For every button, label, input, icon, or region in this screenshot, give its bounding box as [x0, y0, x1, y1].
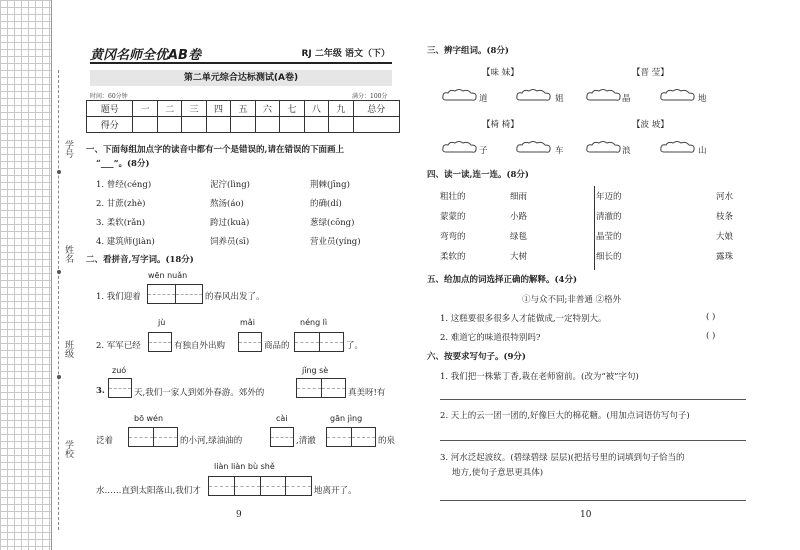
q1-title2: “___”。(8分)	[96, 159, 150, 169]
pinyin-word[interactable]: 熬汤(áo)	[210, 199, 244, 209]
writing-box[interactable]	[208, 476, 312, 496]
writing-box[interactable]	[108, 378, 132, 398]
side-label: 学号	[63, 140, 73, 158]
score-cell[interactable]	[329, 117, 353, 133]
match-word[interactable]: 绿毯	[510, 232, 528, 242]
score-header-cell: 六	[255, 101, 279, 117]
group-head: 【椅 椅】	[482, 120, 519, 130]
char: 晶	[622, 94, 631, 104]
binding-dot	[57, 170, 61, 174]
match-word[interactable]: 年迈的	[596, 192, 622, 202]
q5-item: 2. 难道它的味道很特别吗?	[440, 333, 541, 343]
pinyin-word[interactable]: 荆棘(jīng)	[310, 180, 350, 190]
page-number: 10	[580, 510, 592, 520]
pinyin: jù	[158, 318, 166, 327]
score-header-cell: 三	[182, 101, 206, 117]
score-header-cell: 七	[280, 101, 304, 117]
writing-box[interactable]	[238, 332, 262, 352]
pinyin: cài	[276, 414, 288, 423]
pinyin-word[interactable]: 泥泞(lìng)	[210, 180, 250, 190]
match-word[interactable]: 柔软的	[440, 252, 466, 262]
pinyin: zuó	[112, 366, 127, 375]
q5-item: 1. 这糕要很多很多人才能做成,一定特别大。	[440, 314, 607, 324]
binding-dot	[57, 270, 61, 274]
score-header-cell: 八	[304, 101, 328, 117]
char: 山	[698, 146, 707, 156]
score-header-cell: 九	[329, 101, 353, 117]
score-table	[86, 100, 400, 133]
score-label: 得分	[87, 117, 133, 133]
pinyin-word[interactable]: 2. 甘蔗(zhè)	[96, 199, 146, 209]
char: 车	[555, 146, 564, 156]
cloud-answer-box[interactable]	[516, 88, 552, 102]
q5-title: 五、给加点的词选择正确的解释。(4分)	[427, 275, 577, 285]
char: 道	[479, 94, 488, 104]
sentence-text: ,清澈	[296, 436, 316, 446]
q6-item: 1. 我们把一株紫丁香,栽在老师窗前。(改为“被”字句)	[440, 372, 639, 382]
score-cell[interactable]	[304, 117, 328, 133]
match-word[interactable]: 蒙蒙的	[440, 212, 466, 222]
match-word[interactable]: 露珠	[716, 252, 734, 262]
divider	[594, 186, 595, 270]
writing-box[interactable]	[294, 332, 344, 352]
side-label: 姓名	[63, 245, 73, 263]
cloud-answer-box[interactable]	[660, 88, 696, 102]
pinyin: wēn nuǎn	[148, 271, 188, 280]
binding-dot	[57, 375, 61, 379]
cloud-answer-box[interactable]	[516, 140, 552, 154]
score-cell[interactable]	[255, 117, 279, 133]
score-cell[interactable]	[133, 117, 157, 133]
match-word[interactable]: 小路	[510, 212, 528, 222]
char: 姐	[555, 94, 564, 104]
binding-line	[58, 70, 59, 530]
pinyin: bō wén	[134, 414, 164, 423]
writing-box[interactable]	[326, 427, 376, 447]
cloud-answer-box[interactable]	[660, 140, 696, 154]
sentence-text: 2. 军军已经	[96, 341, 141, 351]
time-limit: 时间：60分钟	[90, 93, 128, 100]
score-cell[interactable]	[157, 117, 181, 133]
char: 浪	[622, 146, 631, 156]
sentence-text: 水……直到太阳落山,我们才	[96, 486, 201, 496]
score-cell[interactable]	[182, 117, 206, 133]
score-header-cell: 四	[206, 101, 230, 117]
pinyin-word[interactable]: 葱绿(cōng)	[310, 218, 355, 228]
score-header-cell: 题号	[87, 101, 133, 117]
pinyin-word[interactable]: 的确(dí)	[310, 199, 342, 209]
test-title: 第二单元综合达标测试(A卷)	[90, 70, 392, 86]
pinyin-word[interactable]: 营业员(yíng)	[310, 237, 361, 247]
sentence-text: 泛着	[96, 436, 114, 446]
brand-title: 黄冈名师全优AB卷	[90, 48, 201, 63]
cloud-answer-box[interactable]	[442, 140, 478, 154]
sentence-number: 3.	[96, 386, 105, 396]
answer-paren[interactable]: ( )	[706, 331, 716, 341]
q6-item-cont: 地方,使句子意思更具体)	[452, 468, 544, 478]
char: 子	[479, 146, 488, 156]
sentence-text: 了。	[346, 341, 364, 351]
pinyin: liàn liàn bù shě	[214, 462, 275, 471]
sentence-text: 天,我们一家人到郊外春游。郊外的	[134, 388, 265, 398]
writing-box[interactable]	[148, 332, 172, 352]
q6-title: 六、按要求写句子。(9分)	[427, 352, 526, 362]
pinyin-word[interactable]: 3. 柔软(rǎn)	[96, 218, 146, 228]
writing-box[interactable]	[270, 427, 294, 447]
q6-item: 2. 天上的云一团一团的,好像巨大的棉花糖。(用加点词语仿写句子)	[440, 411, 690, 421]
char: 地	[698, 94, 707, 104]
q4-title: 四、读一读,连一连。(8分)	[427, 170, 529, 180]
pinyin-word[interactable]: 1. 曾经(céng)	[96, 180, 152, 190]
sentence-text: 的小河,绿油油的	[180, 436, 243, 446]
pinyin: jǐng sè	[302, 366, 329, 375]
answer-line[interactable]	[440, 440, 746, 441]
side-label: 学校	[63, 440, 73, 458]
sentence-text: 有独自外出购	[174, 341, 226, 351]
score-header-cell: 五	[231, 101, 255, 117]
sentence-text: 的春风出发了。	[205, 292, 265, 302]
match-word[interactable]: 粗壮的	[440, 192, 466, 202]
match-word[interactable]: 清澈的	[596, 212, 622, 222]
match-word[interactable]: 河水	[716, 192, 734, 202]
pinyin-word[interactable]: 饲养员(sī)	[210, 237, 250, 247]
answer-paren[interactable]: ( )	[706, 312, 716, 322]
cloud-answer-box[interactable]	[586, 88, 622, 102]
match-word[interactable]: 弯弯的	[440, 232, 466, 242]
header	[90, 44, 392, 64]
margin-grid	[0, 0, 52, 550]
sentence-text: 地离开了。	[314, 486, 357, 496]
match-word[interactable]: 枝条	[716, 212, 734, 222]
writing-box[interactable]	[128, 427, 178, 447]
match-word[interactable]: 细长的	[596, 252, 622, 262]
score-header-cell: 总分	[353, 101, 400, 117]
pinyin: mǎi	[240, 318, 255, 327]
score-header-cell: 一	[133, 101, 157, 117]
side-label: 班级	[63, 340, 73, 358]
score-cell[interactable]	[231, 117, 255, 133]
pinyin-word[interactable]: 跨过(kuà)	[210, 218, 250, 228]
q2-title: 二、看拼音,写字词。(18分)	[86, 255, 194, 265]
score-cell[interactable]	[280, 117, 304, 133]
score-header-cell: 二	[157, 101, 181, 117]
sentence-text: 的泉	[378, 436, 396, 446]
q3-title: 三、辨字组词。(8分)	[427, 46, 509, 56]
grade-label: RJ 二年级 语文（下）	[301, 49, 390, 59]
sentence-text: 商品的	[264, 341, 290, 351]
score-cell[interactable]	[353, 117, 400, 133]
answer-line[interactable]	[440, 399, 746, 400]
cloud-answer-box[interactable]	[586, 140, 622, 154]
full-score: 满分：100分	[352, 93, 388, 100]
writing-box[interactable]	[147, 284, 203, 304]
score-cell[interactable]	[206, 117, 230, 133]
q6-item: 3. 河水泛起波纹。(碧绿碧绿 层层)(把括号里的词填到句子恰当的	[440, 453, 685, 463]
q5-options: ①与众不同;非普通 ②格外	[522, 295, 622, 305]
match-word[interactable]: 大树	[510, 252, 528, 262]
group-head: 【晋 莹】	[632, 68, 669, 78]
sentence-text: 1. 我们迎着	[96, 292, 141, 302]
pinyin: gān jìng	[330, 414, 363, 423]
group-head: 【味 妹】	[482, 68, 519, 78]
q1-title: 一、下面每组加点字的读音中都有一个是错误的,请在错误的下面画上	[86, 145, 344, 155]
sentence-text: 真美呀!有	[348, 388, 386, 398]
writing-box[interactable]	[296, 378, 346, 398]
answer-line[interactable]	[440, 500, 746, 501]
cloud-answer-box[interactable]	[442, 88, 478, 102]
match-word[interactable]: 细雨	[510, 192, 528, 202]
pinyin: néng lì	[300, 318, 328, 327]
page-number: 9	[236, 510, 242, 520]
group-head: 【波 坡】	[632, 120, 669, 130]
match-word[interactable]: 大娘	[716, 232, 734, 242]
match-word[interactable]: 晶莹的	[596, 232, 622, 242]
pinyin-word[interactable]: 4. 建筑师(jiàn)	[96, 237, 155, 247]
